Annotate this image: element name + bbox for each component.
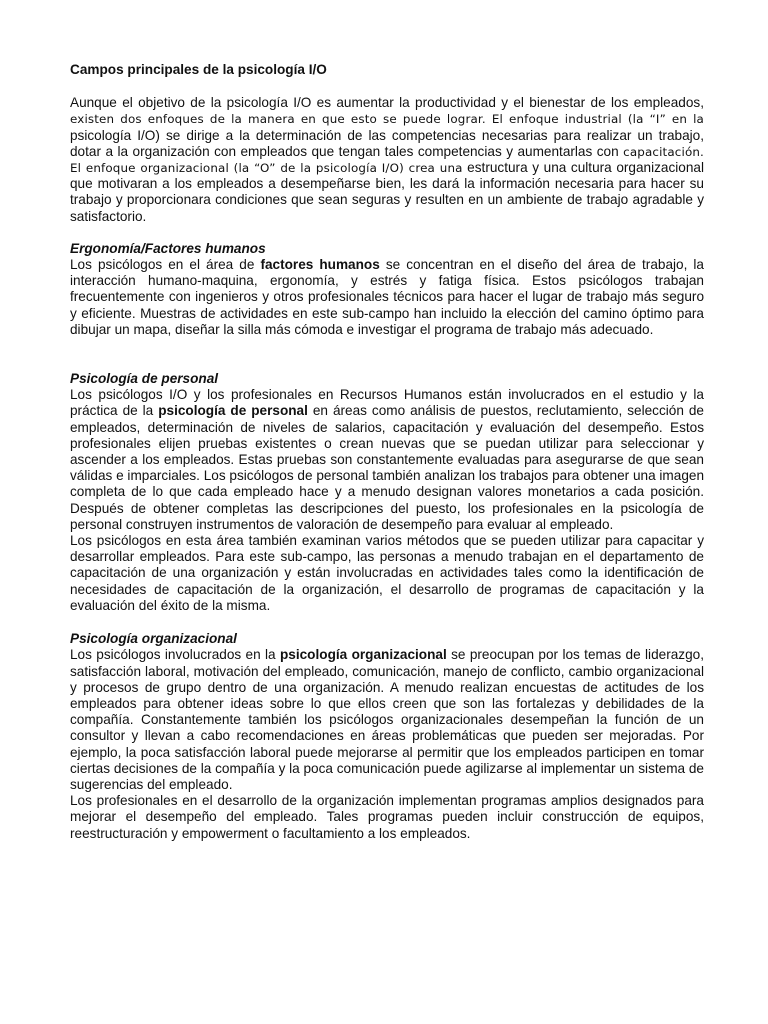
- document-title: Campos principales de la psicología I/O: [70, 62, 327, 77]
- ergonomia-text-1: Los psicólogos en el área de: [70, 257, 261, 273]
- ergonomia-term: factores humanos: [260, 257, 380, 273]
- personal-paragraph-1: [70, 387, 704, 533]
- intro-text-5: estructura y una cultura organizacional que motivaran a los empleados a desempeñarse bien, les dará la información necesaria para hacer su trabajo y proporcionara condiciones que sean seguras y resulten en un ambiente de trabajo agradable y satisfactorio.: [70, 160, 704, 224]
- spacer: [70, 614, 704, 631]
- ergonomia-paragraph: [70, 257, 704, 338]
- section-heading-organizacional: Psicología organizacional: [70, 631, 237, 647]
- personal-term: psicología de personal: [158, 403, 308, 419]
- section-heading-personal: Psicología de personal: [70, 371, 219, 387]
- intro-text-1: Aunque el objetivo de la psicología I/O es aumentar la productividad y el bienestar de los empleados,: [70, 95, 704, 111]
- organizacional-paragraph-2: Los profesionales en el desarrollo de la organización implementan programas amplios designados para mejorar el desempeño del empleado. Tales programas pueden incluir construcción de equipos, reestructuración y empowerment o facultamiento a los empleados.: [70, 793, 704, 841]
- personal-text-2: en áreas como análisis de puestos, reclutamiento, selección de empleados, determinación de niveles de salarios, capacitación y evaluación del desempeño. Estos profesionales elijen pruebas existentes o crean nuevas que se puedan utilizar para seleccionar y ascender a los empleados. Estas pruebas son constantemente evaluadas para asegurarse de que sean válidas e imparciales. Los psicólogos de personal también analizan los trabajos para obtener una imagen completa de lo que cada empleado hace y a menudo designan valores monetarios a cada posición. Después de obtener completas las descripciones del puesto, los profesionales en la psicología de personal construyen instrumentos de valoración de desempeño para evaluar al empleado.: [70, 403, 705, 532]
- personal-paragraph-2: Los psicólogos en esta área también examinan varios métodos que se pueden utilizar para capacitar y desarrollar empleados. Para este sub-campo, las personas a menudo trabajan en el departamento de capacitación de una organización y están involucradas en actividades tales como la identificación de necesidades de capacitación de la organización, el desarrollo de programas de capacitación y la evaluación del éxito de la misma.: [70, 533, 704, 613]
- spacer: [70, 338, 704, 371]
- ergonomia-text-2: se concentran en el diseño del área de trabajo, la interacción humano-maquina, ergonomía, y estrés y fatiga física. Estos psicólogos trabajan frecuentemente con ingenieros y otros profesionales técnicos para hacer el lugar de trabajo más seguro y eficiente. Muestras de actividades en este sub-campo han incluido la elección del camino óptimo para dibujar un mapa, diseñar la silla más cómoda e investigar el programa de trabajo más adecuado.: [70, 257, 704, 337]
- intro-text-4: capacitación. El enfoque organizacional (la “O” de la psicología I/O) crea una: [70, 144, 704, 176]
- document-page: [70, 62, 704, 842]
- organizacional-text-1: Los psicólogos involucrados en la: [70, 647, 280, 663]
- intro-paragraph: [70, 95, 704, 225]
- intro-text-3: psicología I/O) se dirige a la determinación de las competencias necesarias para realizar un trabajo, dotar a la organización con empleados que tengan tales competencias y aumentarlas con: [70, 127, 704, 159]
- organizacional-text-2: se preocupan por los temas de liderazgo, satisfacción laboral, motivación del empleado, comunicación, manejo de conflicto, cambio organizacional y procesos de grupo dentro de una organización. A menudo realizan encuestas de actitudes de los empleados para obtener ideas sobre lo que ellos creen que son las fortalezas y debilidades de la compañía. Constantemente también los psicólogos organizacionales desempeñan la función de un consultor y llevan a cabo recomendaciones en áreas problemáticas que pueden ser mejoradas. Por ejemplo, la poca satisfacción laboral puede mejorarse al permitir que los empleados participen en tomar ciertas decisiones de la compañía y la poca comunicación puede agilizarse al implementar un sistema de sugerencias del empleado.: [70, 647, 704, 792]
- section-heading-ergonomia: Ergonomía/Factores humanos: [70, 240, 266, 256]
- spacer: [70, 225, 704, 241]
- organizacional-term: psicología organizacional: [279, 647, 447, 663]
- intro-text-2: existen dos enfoques de la manera en que esto se puede lograr. El enfoque industrial (la “I” en la: [70, 112, 704, 127]
- personal-text-1: Los psicólogos I/O y los profesionales en Recursos Humanos están involucrados en el estudio y la práctica de la: [70, 387, 704, 419]
- organizacional-paragraph-1: [70, 647, 704, 793]
